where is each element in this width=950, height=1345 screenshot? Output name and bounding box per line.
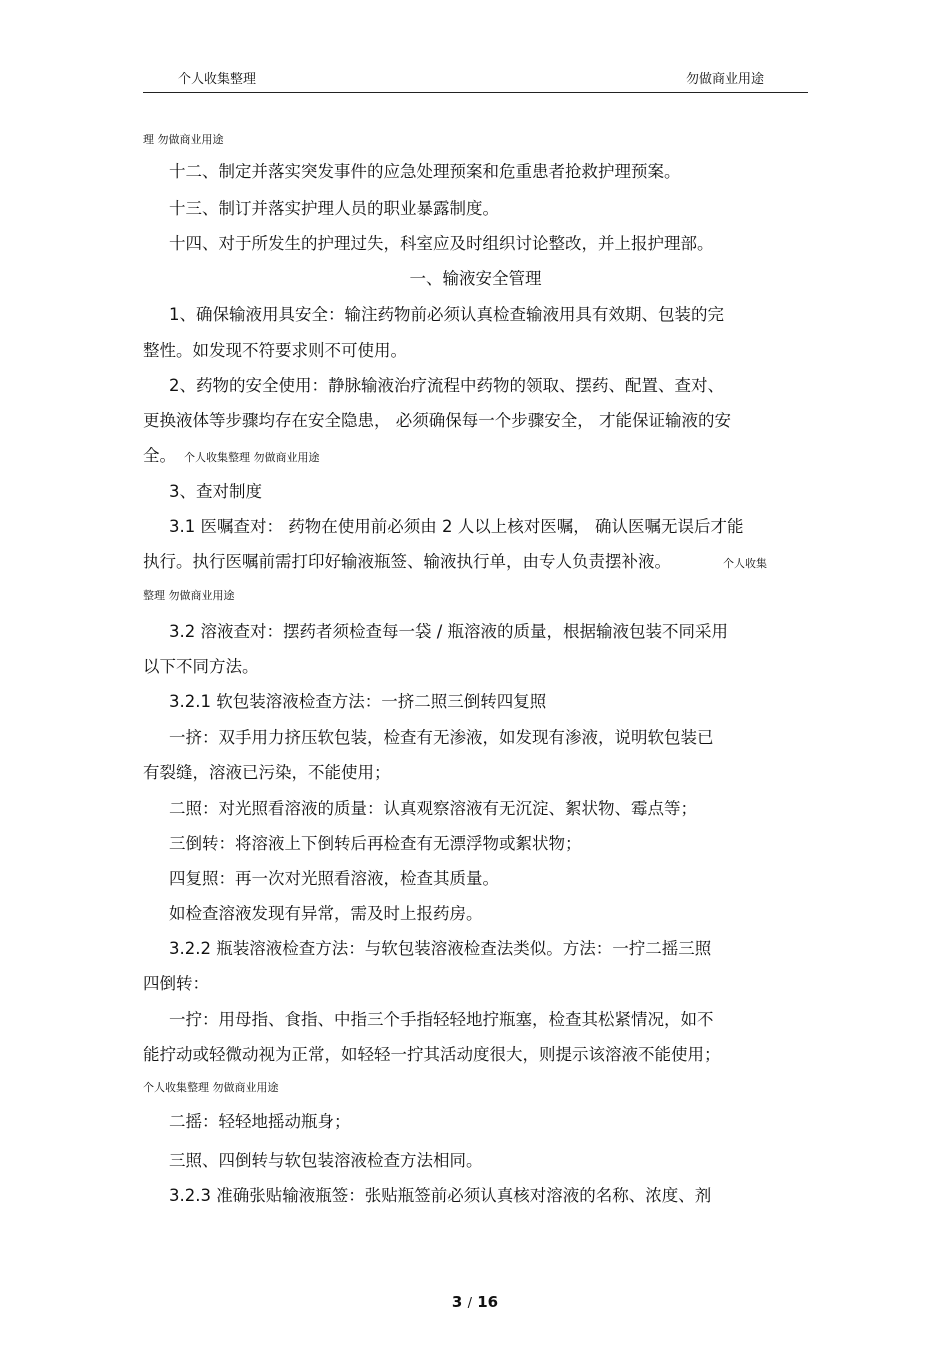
watermark-note: 个人收集 xyxy=(723,557,767,570)
paragraph-line: 三倒转：将溶液上下倒转后再检查有无漂浮物或絮状物； xyxy=(169,834,582,853)
watermark-note: 整理 勿做商业用途 xyxy=(143,589,235,602)
paragraph-line: 二摇：轻轻地摇动瓶身； xyxy=(169,1112,351,1131)
watermark-note: 理 勿做商业用途 xyxy=(143,133,224,146)
subsection-heading: 3、查对制度 xyxy=(169,482,262,501)
total-pages: 16 xyxy=(477,1293,499,1311)
paragraph-line: 三照、四倒转与软包装溶液检查方法相同。 xyxy=(169,1151,483,1170)
paragraph-line: 3.1 医嘱查对： 药物在使用前必须由 2 人以上核对医嘱， 确认医嘱无误后才能 xyxy=(169,517,744,536)
header-left-text: 个人收集整理 xyxy=(178,72,257,87)
paragraph-line: 二照：对光照看溶液的质量：认真观察溶液有无沉淀、絮状物、霉点等； xyxy=(169,799,697,818)
paragraph-line: 四复照：再一次对光照看溶液，检查其质量。 xyxy=(169,869,499,888)
paragraph-line: 2、药物的安全使用：静脉输液治疗流程中药物的领取、摆药、配置、查对、 xyxy=(169,376,724,395)
paragraph-line: 更换液体等步骤均存在安全隐患， 必须确保每一个步骤安全， 才能保证输液的安 xyxy=(143,411,731,430)
paragraph-text: 全。 xyxy=(143,446,176,465)
paragraph-line xyxy=(143,445,320,469)
paragraph-text: 执行。执行医嘱前需打印好输液瓶签、输液执行单，由专人负责摆补液。 xyxy=(143,552,671,571)
paragraph-line: 十四、对于所发生的护理过失，科室应及时组织讨论整改，并上报护理部。 xyxy=(169,234,714,253)
subsection-heading: 3.2.1 软包装溶液检查方法：一挤二照三倒转四复照 xyxy=(169,692,547,711)
watermark-note: 个人收集整理 勿做商业用途 xyxy=(143,1081,279,1094)
paragraph-line: 一拧：用母指、食指、中指三个手指轻轻地拧瓶塞，检查其松紧情况，如不 xyxy=(169,1010,714,1029)
paragraph-line: 有裂缝，溶液已污染，不能使用； xyxy=(143,763,391,782)
page-header xyxy=(143,64,808,93)
paragraph-line: 四倒转： xyxy=(143,974,209,993)
page-separator: / xyxy=(467,1296,472,1311)
paragraph-line: 十二、制定并落实突发事件的应急处理预案和危重患者抢救护理预案。 xyxy=(169,162,681,181)
paragraph-line: 以下不同方法。 xyxy=(143,657,259,676)
paragraph-line: 如检查溶液发现有异常，需及时上报药房。 xyxy=(169,904,483,923)
current-page: 3 xyxy=(451,1293,463,1311)
subsection-heading: 3.2.2 瓶装溶液检查方法：与软包装溶液检查法类似。方法：一拧二摇三照 xyxy=(169,939,712,958)
paragraph-line xyxy=(143,551,767,575)
paragraph-line: 一挤：双手用力挤压软包装，检查有无渗液，如发现有渗液，说明软包装已 xyxy=(169,728,714,747)
paragraph-line: 能拧动或轻微动视为正常，如轻轻一拧其活动度很大，则提示该溶液不能使用； xyxy=(143,1045,721,1064)
paragraph-line: 1、确保输液用具安全：输注药物前必须认真检查输液用具有效期、包装的完 xyxy=(169,305,724,324)
paragraph-line: 十三、制订并落实护理人员的职业暴露制度。 xyxy=(169,199,499,218)
paragraph-line: 整性。如发现不符要求则不可使用。 xyxy=(143,341,407,360)
watermark-note: 个人收集整理 勿做商业用途 xyxy=(184,451,320,464)
paragraph-line: 3.2 溶液查对：摆药者须检查每一袋 / 瓶溶液的质量，根据输液包装不同采用 xyxy=(169,622,729,641)
header-right-text: 勿做商业用途 xyxy=(685,72,764,87)
subsection-heading: 3.2.3 准确张贴输液瓶签：张贴瓶签前必须认真核对溶液的名称、浓度、剂 xyxy=(169,1186,712,1205)
section-heading: 一、输液安全管理 xyxy=(409,269,542,288)
page-number xyxy=(0,1293,950,1311)
